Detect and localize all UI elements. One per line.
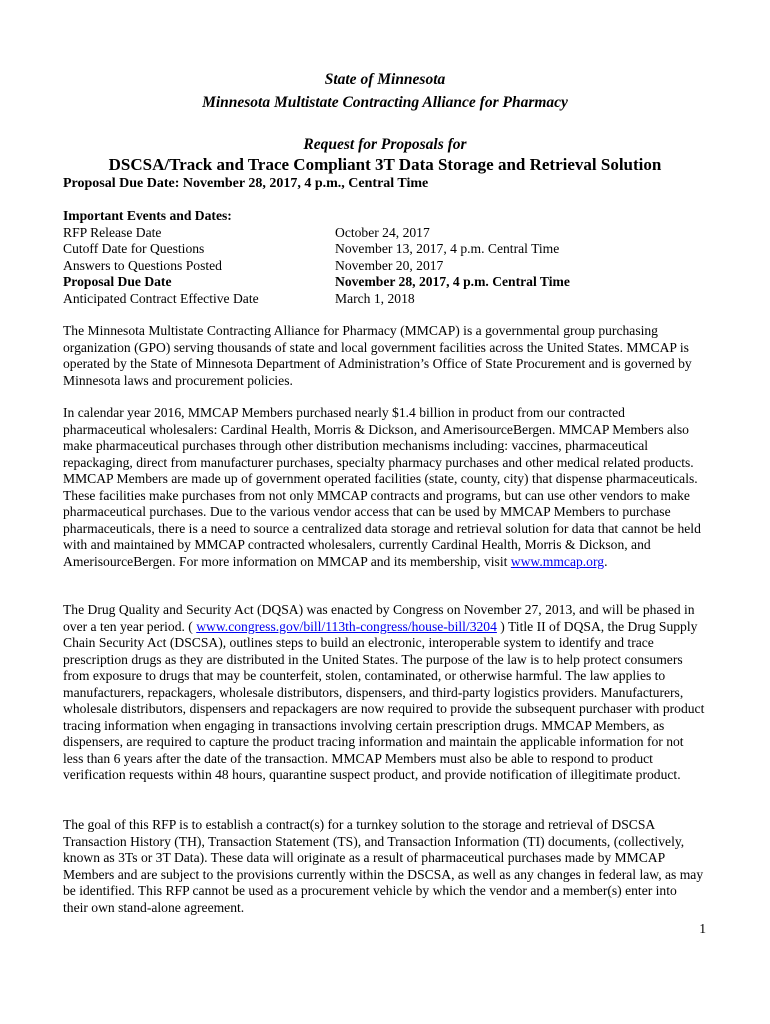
paragraph-end: .	[604, 553, 608, 569]
event-row	[63, 258, 703, 275]
alliance-heading: Minnesota Multistate Contracting Alliance for Pharmacy	[202, 94, 568, 111]
event-label: Answers to Questions Posted	[63, 257, 222, 273]
paragraph-goal: The goal of this RFP is to establish a contract(s) for a turnkey solution to the storage and retrieval of DSCSA Transaction History (TH), Transaction Statement (TS), and Transaction Information (TI) documents, (collectively, known as 3Ts or 3T Data). These data will originate as a result of pharmaceutical purchases made by MMCAP Members and are subject to the provisions currently within the DSCSA, as well as any changes in federal law, as may be identified. This RFP cannot be used as a procurement vehicle by which the vendor and a member(s) enter into their own stand-alone agreement.	[63, 817, 704, 915]
congress-link[interactable]: www.congress.gov/bill/113th-congress/house-bill/3204	[196, 618, 497, 634]
important-events	[63, 208, 703, 307]
paragraph-text: The Drug Quality and Security Act (DQSA) was enacted by Congress on November 27, 2013, and will be phased in over a ten year period. (	[63, 602, 695, 634]
events-heading: Important Events and Dates:	[63, 208, 232, 223]
page-title: DSCSA/Track and Trace Compliant 3T Data Storage and Retrieval Solution	[108, 155, 662, 174]
event-value: October 24, 2017	[335, 224, 430, 240]
paragraph-dqsa	[63, 602, 705, 784]
page-number: 1	[699, 921, 706, 936]
event-label: Proposal Due Date	[63, 274, 172, 289]
event-row	[63, 225, 703, 242]
event-label: RFP Release Date	[63, 224, 162, 240]
event-row	[63, 241, 703, 258]
paragraph-text: ) Title II of DQSA, the Drug Supply Chain Security Act (DSCSA), outlines steps to build an electronic, interoperable system to identify and trace prescription drugs as they are distributed in the United States. The purpose of the law is to help protect consumers from exposure to drugs that may be counterfeit, stolen, contaminated, or otherwise harmful. The law applies to manufacturers, repackagers, wholesale distributors, dispensers, and third-party logistics providers. Manufacturers, wholesale distributors, dispensers and repackagers are now required to provide the subsequent purchaser with product tracing information when engaging in transactions involving certain prescription drugs. MMCAP Members, as dispensers, are required to capture the product tracing information and maintain the applicable information for not less than 6 years after the date of the transaction. MMCAP Members must also be able to respond to product verification requests within 48 hours, quarantine suspect product, and provide notification of illegitimate product.	[63, 618, 705, 782]
proposal-due-date: Proposal Due Date: November 28, 2017, 4 p.m., Central Time	[63, 176, 429, 191]
event-value: November 28, 2017, 4 p.m. Central Time	[335, 274, 570, 289]
mmcap-link[interactable]: www.mmcap.org	[510, 553, 605, 569]
event-value: November 20, 2017	[335, 257, 444, 273]
state-heading: State of Minnesota	[324, 71, 446, 88]
event-value: November 13, 2017, 4 p.m. Central Time	[335, 241, 560, 256]
paragraph-text: In calendar year 2016, MMCAP Members purchased nearly $1.4 billion in product from our contracted pharmaceutical wholesalers: Cardinal Health, Morris & Dickson, and AmerisourceBergen. MMCAP Members also make pharmaceutical purchases through other distribution mechanisms including: vaccines, pharmaceutical repackaging, direct from manufacturer purchases, specialty pharmacy purchases and other medical related products. MMCAP Members are made up of government operated facilities (state, county, city) that dispense pharmaceuticals. These facilities make purchases from not only MMCAP contracts and programs, but can use other vendors to make pharmaceutical purchases. Due to the various vendor access that can be used by MMCAP Members to purchase pharmaceuticals, there is a need to source a centralized data storage and retrieval solution for data that cannot be held with and maintained by MMCAP contracted wholesalers, currently Cardinal Health, Morris & Dickson, and AmerisourceBergen. For more information on MMCAP and its membership, visit	[63, 405, 701, 569]
event-label: Cutoff Date for Questions	[63, 241, 205, 256]
rfp-for-heading: Request for Proposals for	[303, 136, 467, 153]
paragraph-mmcap-intro: The Minnesota Multistate Contracting Alliance for Pharmacy (MMCAP) is a governmental group purchasing organization (GPO) serving thousands of state and local government facilities across the United States. MMCAP is operated by the State of Minnesota Department of Administration’s Office of State Procurement and is governed by Minnesota laws and procurement policies.	[63, 323, 692, 388]
event-value: March 1, 2018	[335, 290, 415, 306]
event-label: Anticipated Contract Effective Date	[63, 290, 259, 306]
event-row	[63, 291, 703, 308]
paragraph-purchases	[63, 405, 705, 570]
event-row	[63, 274, 703, 291]
